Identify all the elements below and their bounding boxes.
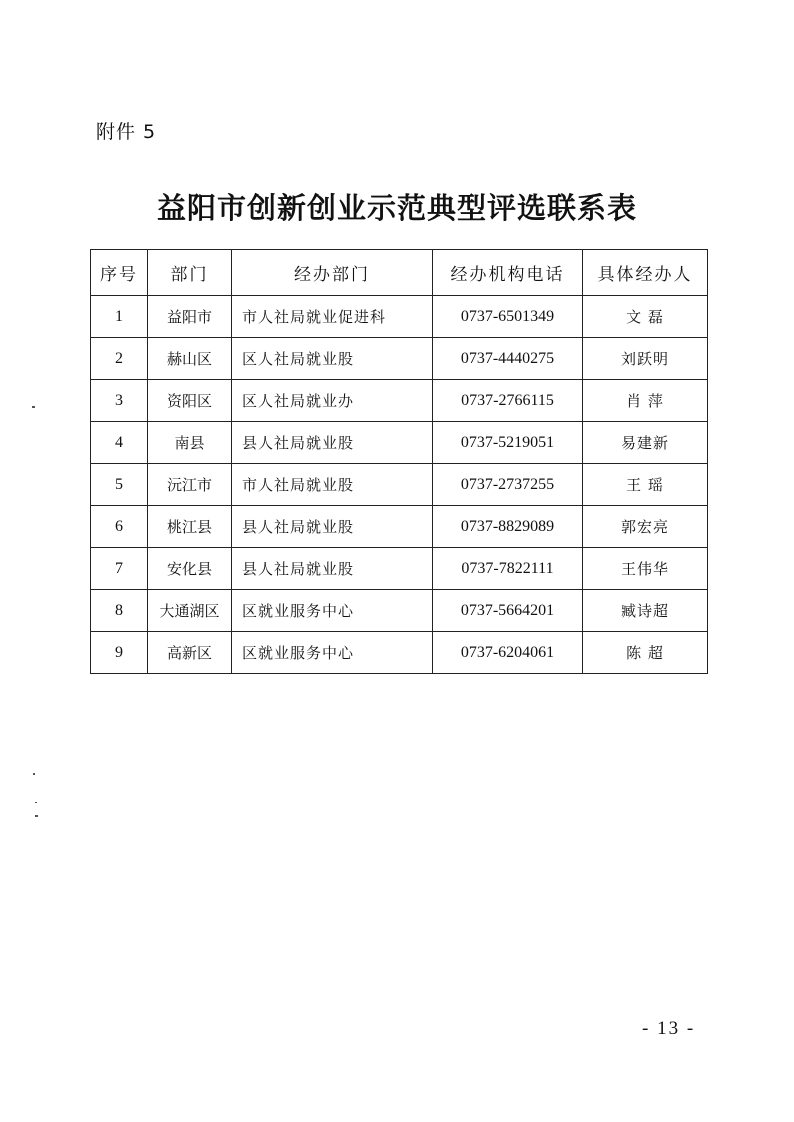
header-index: 序号 xyxy=(91,250,148,296)
cell-person: 陈 超 xyxy=(583,632,708,674)
cell-phone: 0737-8829089 xyxy=(433,506,583,548)
cell-office: 县人社局就业股 xyxy=(232,422,433,464)
cell-office: 县人社局就业股 xyxy=(232,548,433,590)
cell-department: 高新区 xyxy=(148,632,232,674)
cell-office: 县人社局就业股 xyxy=(232,506,433,548)
scan-speck xyxy=(32,406,35,408)
cell-office: 区人社局就业办 xyxy=(232,380,433,422)
cell-index: 8 xyxy=(91,590,148,632)
cell-phone: 0737-7822111 xyxy=(433,548,583,590)
table-row xyxy=(91,590,708,632)
cell-person: 王伟华 xyxy=(583,548,708,590)
scan-speck xyxy=(35,815,38,817)
header-phone: 经办机构电话 xyxy=(433,250,583,296)
cell-person: 刘跃明 xyxy=(583,338,708,380)
scan-speck xyxy=(35,802,37,803)
table-row xyxy=(91,548,708,590)
cell-department: 安化县 xyxy=(148,548,232,590)
cell-department: 桃江县 xyxy=(148,506,232,548)
scan-speck xyxy=(33,773,35,775)
table-row xyxy=(91,380,708,422)
cell-office: 区就业服务中心 xyxy=(232,632,433,674)
cell-person: 易建新 xyxy=(583,422,708,464)
cell-person: 王 瑶 xyxy=(583,464,708,506)
table-row xyxy=(91,464,708,506)
cell-office: 区人社局就业股 xyxy=(232,338,433,380)
cell-office: 市人社局就业股 xyxy=(232,464,433,506)
cell-person: 臧诗超 xyxy=(583,590,708,632)
cell-index: 6 xyxy=(91,506,148,548)
cell-phone: 0737-6501349 xyxy=(433,296,583,338)
cell-person: 郭宏亮 xyxy=(583,506,708,548)
cell-phone: 0737-2737255 xyxy=(433,464,583,506)
cell-phone: 0737-2766115 xyxy=(433,380,583,422)
cell-department: 赫山区 xyxy=(148,338,232,380)
cell-phone: 0737-4440275 xyxy=(433,338,583,380)
header-person: 具体经办人 xyxy=(583,250,708,296)
table-header-row xyxy=(91,250,708,296)
table-row xyxy=(91,632,708,674)
cell-phone: 0737-5664201 xyxy=(433,590,583,632)
cell-person: 肖 萍 xyxy=(583,380,708,422)
contact-table xyxy=(90,249,708,674)
cell-department: 沅江市 xyxy=(148,464,232,506)
header-department: 部门 xyxy=(148,250,232,296)
attachment-label: 附件 5 xyxy=(96,121,157,143)
table-row xyxy=(91,296,708,338)
cell-index: 3 xyxy=(91,380,148,422)
table-row xyxy=(91,338,708,380)
cell-department: 资阳区 xyxy=(148,380,232,422)
cell-index: 5 xyxy=(91,464,148,506)
cell-department: 大通湖区 xyxy=(148,590,232,632)
cell-phone: 0737-6204061 xyxy=(433,632,583,674)
document-title: 益阳市创新创业示范典型评选联系表 xyxy=(156,191,637,225)
cell-department: 南县 xyxy=(148,422,232,464)
cell-index: 7 xyxy=(91,548,148,590)
cell-index: 4 xyxy=(91,422,148,464)
cell-office: 区就业服务中心 xyxy=(232,590,433,632)
table-row xyxy=(91,422,708,464)
cell-index: 2 xyxy=(91,338,148,380)
cell-person: 文 磊 xyxy=(583,296,708,338)
cell-index: 9 xyxy=(91,632,148,674)
cell-index: 1 xyxy=(91,296,148,338)
cell-phone: 0737-5219051 xyxy=(433,422,583,464)
cell-department: 益阳市 xyxy=(148,296,232,338)
table-row xyxy=(91,506,708,548)
cell-office: 市人社局就业促进科 xyxy=(232,296,433,338)
header-office: 经办部门 xyxy=(232,250,433,296)
page-number: - 13 - xyxy=(642,1018,696,1039)
